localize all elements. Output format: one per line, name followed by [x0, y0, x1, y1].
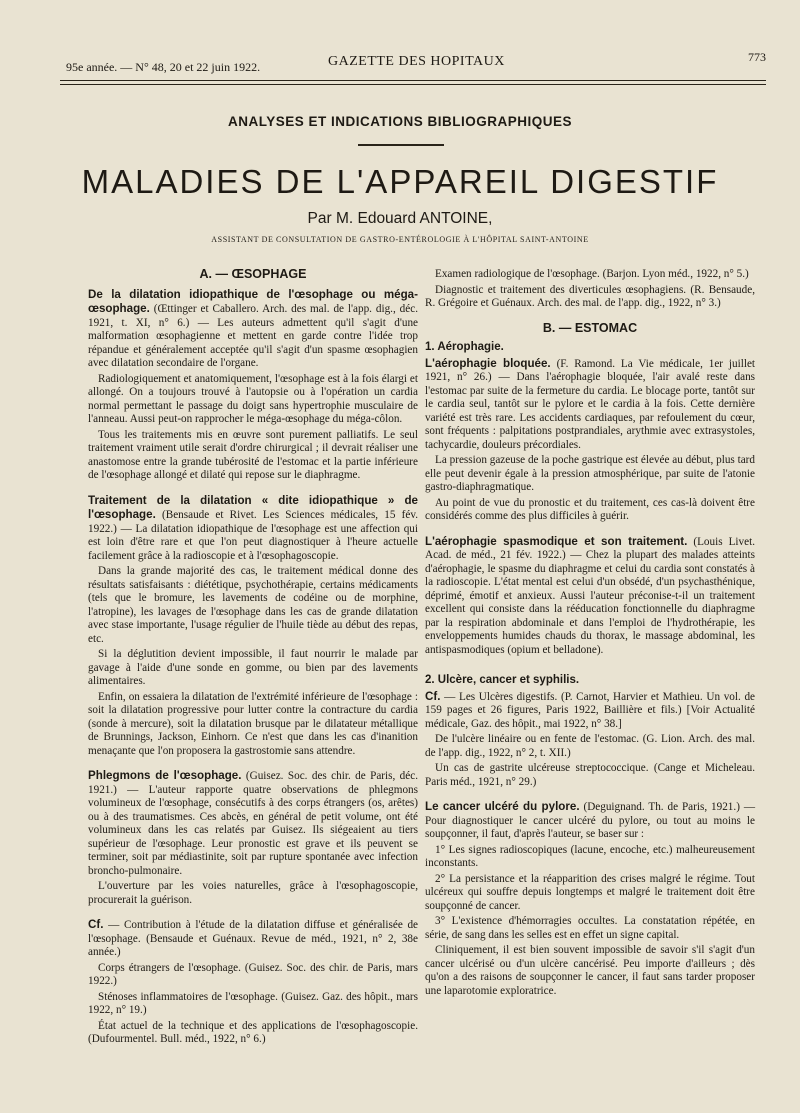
paragraph: Radiologiquement et anatomiquement, l'œsophage est à la fois élargi et allongé. On a toujours trouvé à l'autopsie ou à l'opération un cardia normal permettant le passage du doigt sans hypertrophie musculaire de l'anneau. Aussi peut-on rapprocher le méga-œsophage du méga-côlon.	[88, 372, 418, 425]
list-item: 2° La persistance et la réapparition des crises malgré le régime. Tout ulcéreux qui souffre depuis longtemps et malgré le traitement doit être soupçonné de cancer.	[425, 872, 755, 912]
reference: De l'ulcère linéaire ou en fente de l'estomac. (G. Lion. Arch. des mal. de l'app. dig., 1922, n° 2, t. XII.)	[425, 733, 755, 759]
abstract-aerophagie-bloquee: L'aérophagie bloquée. (F. Ramond. La Vie médicale, 1er juillet 1921, n° 26.) — Dans l'aérophagie bloquée, l'air avalé reste dans l'estomac par suite de la fermeture du cardia. Le blocage porte, tantôt sur le cardia seul, tantôt sur le pylore et le cardia à la fois. Cette dernière variété est très rare. Les accidents cardiaques, par refoulement du cœur, sont fréquents : palpitations postprandiales, arythmie avec extrasystoles, tachycardie, douleurs précordiales.	[425, 356, 756, 451]
paragraph: L'ouverture par les voies naturelles, grâce à l'œsophagoscopie, procurerait la guérison.	[88, 880, 418, 906]
article-title: MALADIES DE L'APPAREIL DIGESTIF	[81, 163, 719, 200]
reference: Un cas de gastrite ulcéreuse streptococcique. (Cange et Micheleau. Paris méd., 1921, n° 29.)	[425, 762, 755, 788]
author-affiliation: ASSISTANT DE CONSULTATION DE GASTRO-ENTÉROLOGIE À L'HÔPITAL SAINT-ANTOINE	[211, 235, 589, 244]
section-heading: ANALYSES ET INDICATIONS BIBLIOGRAPHIQUES	[227, 114, 573, 129]
list-item: 3° L'existence d'hémorragies occultes. La constatation répétée, en série, de sang dans les selles est en effet un signe capital.	[425, 915, 755, 941]
list-item: 1° Les signes radioscopiques (lacune, encoche, etc.) malheureusement inconstants.	[425, 843, 755, 869]
article-author: Par M. Edouard ANTOINE,	[307, 210, 493, 227]
reference: Examen radiologique de l'œsophage. (Barjon. Lyon méd., 1922, n° 5.)	[435, 268, 749, 280]
abstract-megaoesophage: De la dilatation idiopathique de l'œsophage ou méga-œsophage. (Œttinger et Caballero. Arch. des mal. de l'app. dig., déc. 1921, t. XI, n° 6.) — Les auteurs admettent qu'il s'agit d'une malformation œsophagienne et mettent en garde contre l'idée trop répandue et généralement acceptée qu'il s'agit d'un spasme œsophagien avec dilatation secondaire de l'organe.	[88, 287, 419, 369]
header-rule	[60, 80, 766, 81]
header-rule-2	[60, 84, 766, 85]
page-number: 773	[748, 50, 766, 64]
abstract-cancer-pylore: Le cancer ulcéré du pylore. (Deguignand. Th. de Paris, 1921.) — Pour diagnostiquer le cancer ulcéré du pylore, ou tout au moins le soupçonner, il faut, d'après l'auteur, se baser sur :	[425, 800, 756, 840]
paragraph: La pression gazeuse de la poche gastrique est élevée au début, plus tard elle peut devenir égale à la pression atmosphérique, par suite de l'atonie gastro-diaphragmatique.	[425, 454, 755, 493]
heading-estomac: B. — ESTOMAC	[542, 320, 638, 335]
issue-info: 95e année. — N° 48, 20 et 22 juin 1922.	[66, 60, 261, 74]
running-header	[66, 50, 766, 74]
cf-references: Cf. — Contribution à l'étude de la dilatation diffuse et généralisée de l'œsophage. (Bensaude et Guénaux. Revue de méd., 1921, n° 2, 38e année.)	[88, 918, 418, 958]
abstract-phlegmons: Phlegmons de l'œsophage. (Guisez. Soc. des chir. de Paris, déc. 1921.) — L'auteur rapporte quatre observations de phlegmons volumineux de l'œsophage, consécutifs à des corps étrangers (os, arêtes) ou à des traumatismes. Ces abcès, en général de petit volume, ont été volumineux dans les cas relatés par Guisez. Ils siégeaient au tiers supérieur de l'œsophage. Leur pronostic est grave et ils peuvent se terminer, soit par médiastinite, soit par rupture spontanée avec infection broncho-pulmonaire.	[88, 769, 419, 877]
paragraph: Enfin, on essaiera la dilatation de l'extrémité inférieure de l'œsophage : soit la dilatation progressive pour lutter contre la contracture du cardia (sonde à mercure), soit la dilatation brusque par le dilatateur métallique de Brunnings, Jackson, Einhorn. Ce n'est que dans les cas d'inanition menaçante que l'on proposera la gastrostomie sans attendre.	[88, 690, 418, 757]
reference: Corps étrangers de l'œsophage. (Guisez. Soc. des chir. de Paris, mars 1922.)	[88, 961, 418, 987]
right-column	[425, 268, 755, 1000]
reference: Diagnostic et traitement des diverticules œsophagiens. (R. Bensaude, R. Grégoire et Guénaux. Arch. des mal. de l'app. dig., 1922, n° 3.)	[425, 283, 755, 309]
paragraph: Dans la grande majorité des cas, le traitement médical donne des résultats satisfaisants : diététique, psychothérapie, certains médicaments (tels que le bromure, les lavements de codéine ou de morphine, l'atropine), les lavages de l'œsophage dans les cas de grande dilatation avec stase importante, l'usage régulier de l'huile tiède au début des repas, etc.	[88, 565, 418, 645]
reference: État actuel de la technique et des applications de l'œsophagoscopie. (Dufourmentel. Bull. méd., 1922, n° 6.)	[88, 1019, 418, 1045]
paragraph: Tous les traitements mis en œuvre sont purement palliatifs. Le seul traitement vraiment utile serait d'ordre chirurgical ; il devrait réaliser une anastomose entre la grande tubérosité de l'estomac et la partie inférieure de l'œsophage allongé et dilaté qui repose sur le diaphragme.	[88, 428, 418, 481]
abstract-dilatation-traitement: Traitement de la dilatation « dite idiopathique » de l'œsophage. (Bensaude et Rivet. Les Sciences médicales, 15 fév. 1922.) — La dilatation idiopathique de l'œsophage est une affection qui est loin d'être rare et que l'on peut diagnostiquer à l'heure actuelle facilement grâce à la radioscopie et à l'œsophagoscopie.	[88, 493, 419, 562]
heading-oesophage: A. — ŒSOPHAGE	[199, 267, 307, 281]
reference: Sténoses inflammatoires de l'œsophage. (Guisez. Gaz. des hôpit., mars 1922, n° 19.)	[88, 990, 418, 1016]
paragraph: Cliniquement, il est bien souvent impossible de savoir s'il s'agit d'un cancer ulcérisé ou d'un ulcère cancérisé. Peu importe d'ailleurs ; dès qu'on a des raisons de soupçonner le cancer, il faut sans tarder proposer une laparotomie exploratrice.	[425, 944, 755, 997]
section-divider	[358, 144, 444, 146]
left-column	[88, 268, 418, 1049]
cf-references: Cf. — Les Ulcères digestifs. (P. Carnot, Harvier et Mathieu. Un vol. de 159 pages et 26 figures, Paris 1922, Baillière et fils.) [Voir Actualité médicale, Gaz. des hôpit., mai 1922, n° 38.]	[425, 689, 756, 730]
subheading-aerophagie: 1. Aérophagie.	[425, 341, 504, 353]
abstract-aerophagie-spasmodique: L'aérophagie spasmodique et son traitement. (Louis Livet. Acad. de méd., 21 fév. 1922.) — Chez la plupart des malades atteints d'aérophagie, le spasme du diaphragme et celui du cardia sont constatés à la radioscopie. L'état mental est celui d'un obsédé, d'un psychasthénique, déprimé, émotif et anxieux. Aussi l'auteur préconise-t-il un traitement excellent qui consiste dans la rééducation fonctionnelle du diaphragme par la respiration abdominale et dans l'emploi de l'hydrothérapie, les enveloppements humides chauds du thorax, le massage abdominal, les antispasmodiques (opium et belladone).	[425, 534, 756, 656]
journal-name: GAZETTE DES HOPITAUX	[328, 54, 505, 69]
paragraph: Au point de vue du pronostic et du traitement, ces cas-là doivent être considérés comme des plus difficiles à guérir.	[425, 496, 755, 522]
paragraph: Si la déglutition devient impossible, il faut nourrir le malade par gavage à l'aide d'une sonde en gomme, ou bien par des lavements alimentaires.	[88, 648, 418, 687]
subheading-ulcere: 2. Ulcère, cancer et syphilis.	[425, 674, 580, 686]
